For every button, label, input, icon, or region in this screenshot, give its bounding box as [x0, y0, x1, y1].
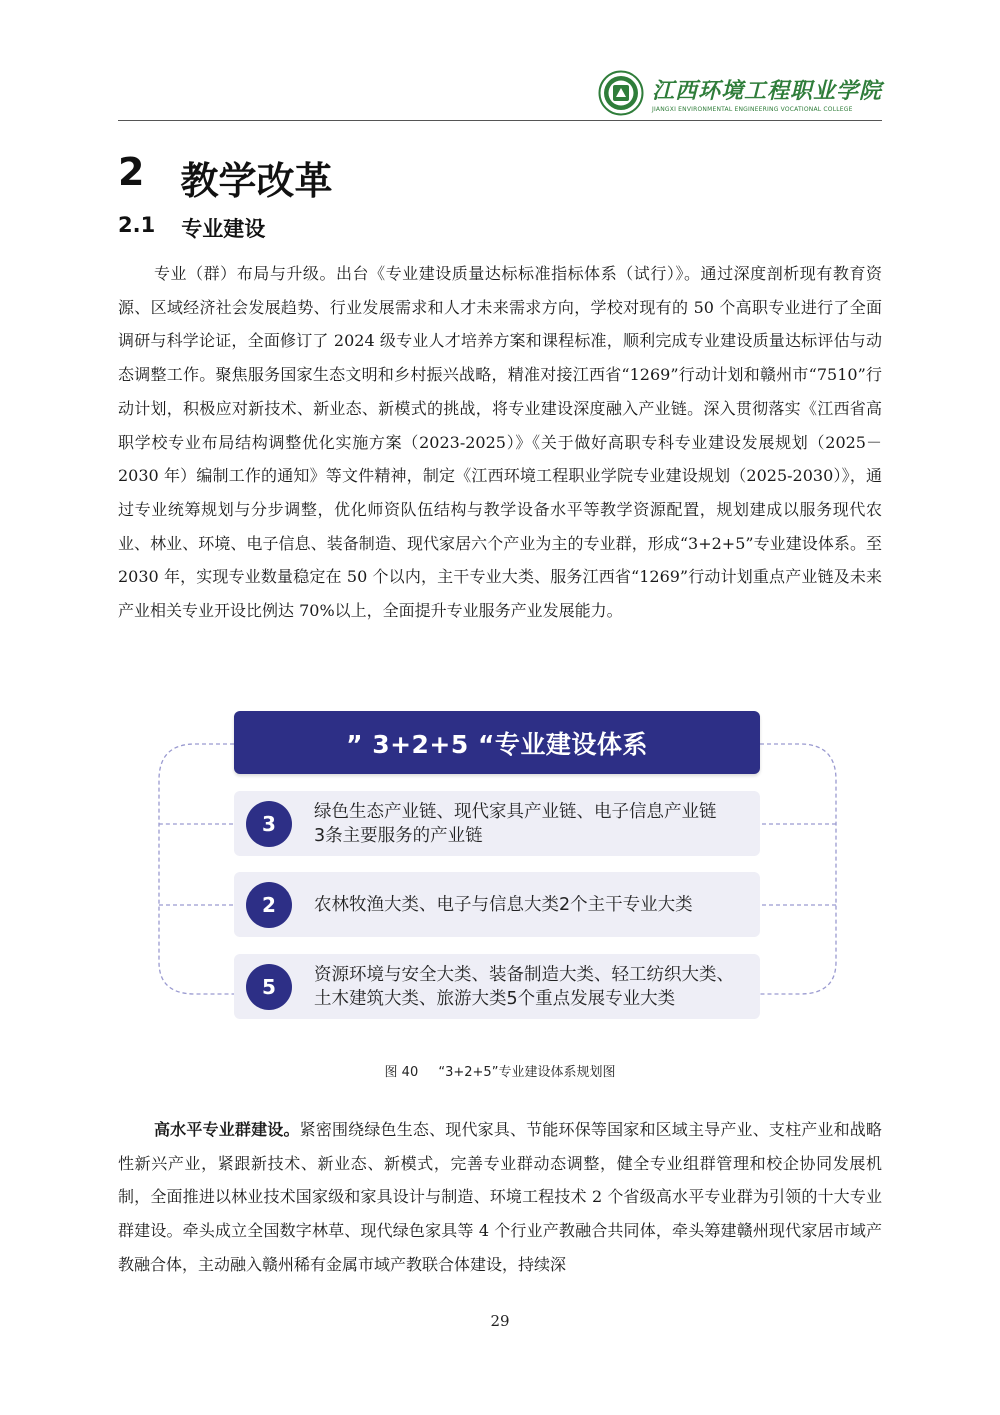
- college-logo: [598, 70, 882, 116]
- number-badge: 5: [246, 964, 292, 1010]
- subsection-number: 2.1: [118, 213, 156, 237]
- diagram-row-3: [234, 791, 760, 856]
- subsection-heading: [118, 213, 265, 243]
- section-number: 2: [118, 150, 145, 194]
- page-header: [118, 62, 882, 122]
- figure-caption: [0, 1061, 1000, 1080]
- row-description: 农林牧渔大类、电子与信息大类2个主干专业大类: [314, 894, 693, 915]
- body-paragraph-1: 专业（群）布局与升级。出台《专业建设质量达标标准指标体系（试行）》。通过深度剖析现有教育资源、区域经济社会发展趋势、行业发展需求和人才未来需求方向，学校对现有的 50 个高职专业进行了全面调研与科学论证，全面修订了 2024 级专业人才培养方案和课程标准，顺利完成专业建设质量达标评估与动态调整工作。聚焦服务国家生态文明和乡村振兴战略，精准对接江西省“1269”行动计划和赣州市“7510”行动计划，积极应对新技术、新业态、新模式的挑战，将专业建设深度融入产业链。深入贯彻落实《江西省高职学校专业布局结构调整优化实施方案（2023-2025）》《关于做好高职专科专业建设发展规划（2025－2030 年）编制工作的通知》等文件精神，制定《江西环境工程职业学院专业建设规划（2025-2030）》，通过专业统筹规划与分步调整，优化师资队伍结构与教学设备水平等教学资源配置，规划建成以服务现代农业、林业、环境、电子信息、装备制造、现代家居六个产业为主的专业群，形成“3+2+5”专业建设体系。至 2030 年，实现专业数量稳定在 50 个以内，主干专业大类、服务江西省“1269”行动计划重点产业链及未来产业相关专业开设比例达 70%以上，全面提升专业服务产业发展能力。: [118, 264, 882, 621]
- header-divider: [118, 120, 882, 121]
- page-number: 29: [490, 1312, 510, 1330]
- row-description: 绿色生态产业链、现代家具产业链、电子信息产业链 3条主要服务的产业链: [314, 801, 717, 846]
- number-badge: 3: [246, 801, 292, 847]
- logo-chinese-name: 江西环境工程职业学院: [651, 77, 882, 104]
- system-diagram: [155, 708, 840, 1028]
- diagram-row-2: [234, 872, 760, 937]
- section-heading: [118, 150, 332, 205]
- figure-label: 图 40: [384, 1065, 419, 1080]
- logo-english-name: JIANGXI ENVIRONMENTAL ENGINEERING VOCATIONAL COLLEGE: [651, 105, 853, 113]
- section-title: 教学改革: [180, 159, 333, 203]
- figure-title: “3+2+5”专业建设体系规划图: [438, 1065, 616, 1080]
- college-emblem-icon: [598, 70, 644, 116]
- paragraph-text: 紧密围绕绿色生态、现代家具、节能环保等国家和区域主导产业、支柱产业和战略性新兴产业，紧跟新技术、新业态、新模式，完善专业群动态调整，健全专业组群管理和校企协同发展机制，全面推进以林业技术国家级和家具设计与制造、环境工程技术 2 个省级高水平专业群为引领的十大专业群建设。牵头成立全国数字林草、现代绿色家具等 4 个行业产教融合共同体，牵头筹建赣州现代家居市域产教融合体，主动融入赣州稀有金属市域产教联合体建设，持续深: [118, 1120, 882, 1274]
- number-badge: 2: [246, 882, 292, 928]
- row-description: 资源环境与安全大类、装备制造大类、轻工纺织大类、 土木建筑大类、旅游大类5个重点发展专业大类: [314, 964, 734, 1009]
- body-paragraph-2: [118, 1113, 882, 1282]
- diagram-row-5: [234, 954, 760, 1019]
- diagram-title: ” 3+2+5 “专业建设体系: [234, 711, 760, 774]
- paragraph-lead: 高水平专业群建设。: [154, 1120, 300, 1139]
- subsection-title: 专业建设: [181, 217, 266, 241]
